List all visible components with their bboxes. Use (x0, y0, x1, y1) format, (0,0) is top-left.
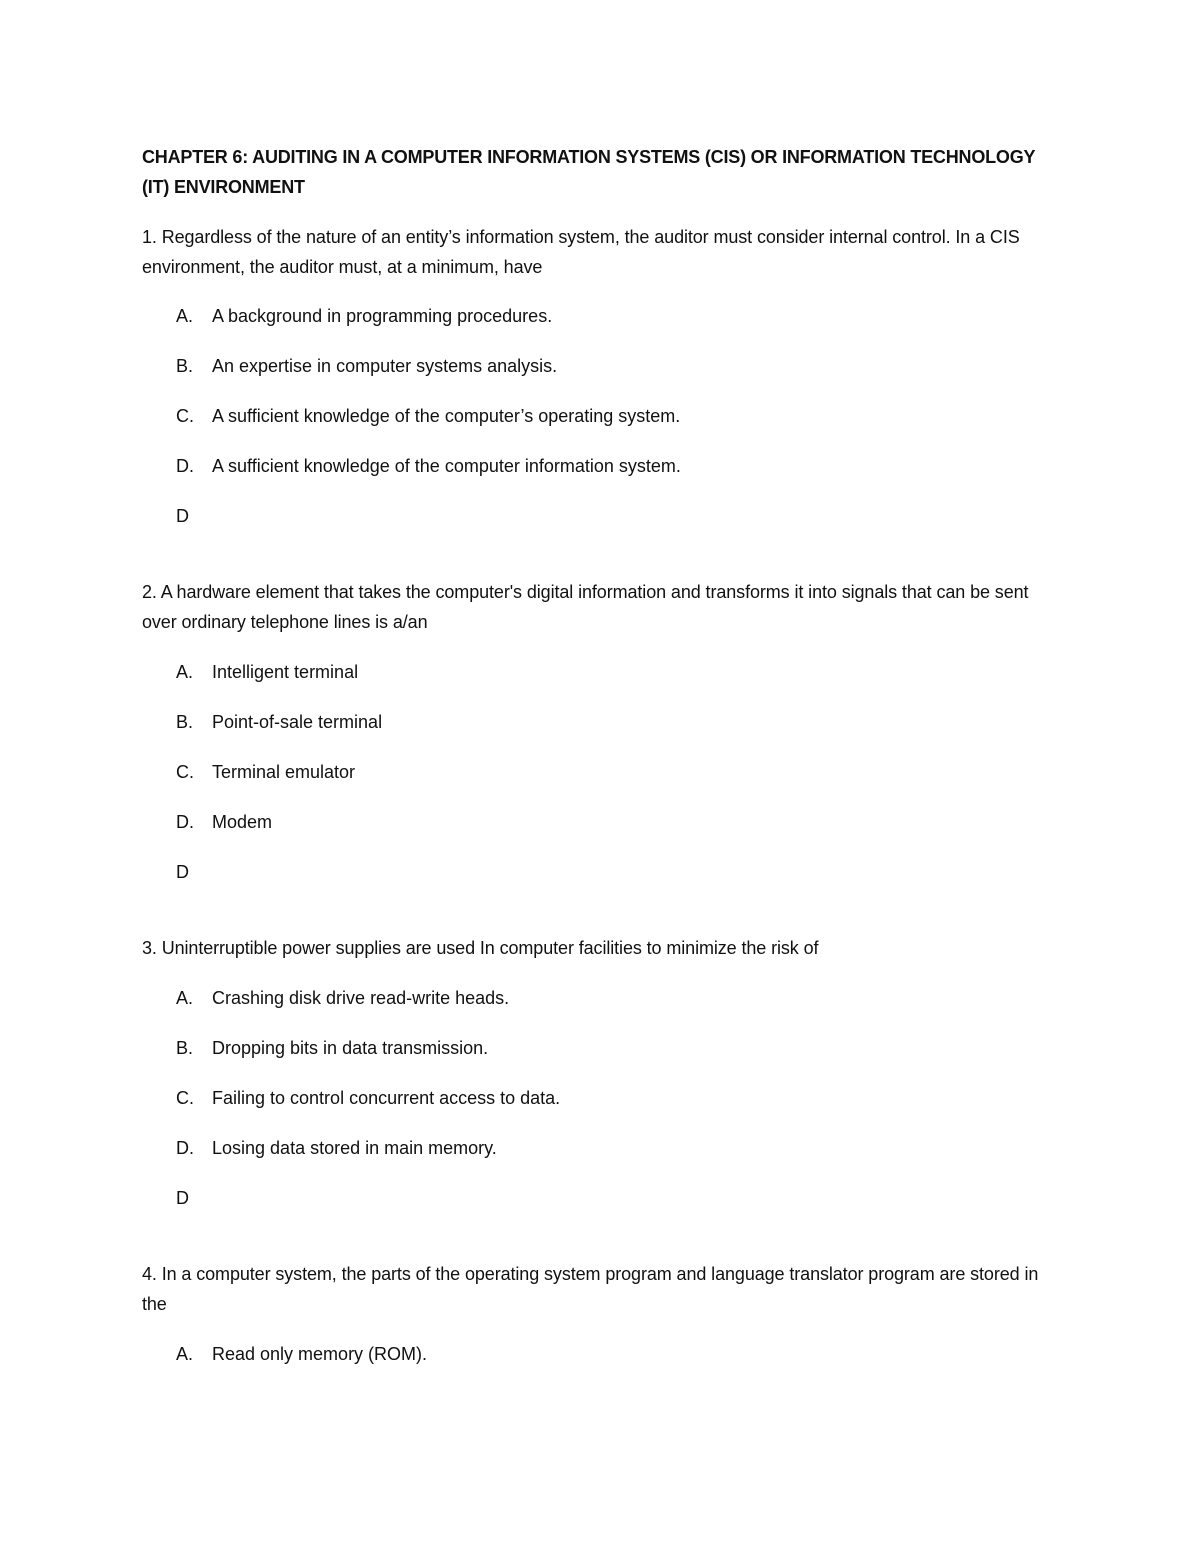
question-3-option-b (176, 1033, 1056, 1063)
question-3-option-d (176, 1133, 1056, 1163)
option-letter: A. (176, 1344, 194, 1364)
option-letter: D. (176, 456, 194, 476)
question-3-text: 3. Uninterruptible power supplies are used In computer facilities to minimize the risk of (142, 938, 819, 958)
question-2-option-c (176, 757, 1056, 787)
question-1-answer: D (176, 506, 189, 526)
option-letter: B. (176, 356, 194, 376)
option-text: An expertise in computer systems analysis. (212, 356, 558, 376)
question-2-option-d (176, 807, 1056, 837)
chapter-title: CHAPTER 6: AUDITING IN A COMPUTER INFORMATION SYSTEMS (CIS) OR INFORMATION TECHNOLOGY (IT) ENVIRONMENT (142, 147, 1035, 197)
question-4-option-a (176, 1339, 1056, 1369)
question-1-option-d (176, 451, 1056, 481)
option-letter: A. (176, 988, 194, 1008)
option-text: Modem (212, 812, 273, 832)
question-1-option-c (176, 401, 1056, 431)
option-letter: A. (176, 306, 194, 326)
option-text: Terminal emulator (212, 762, 356, 782)
option-text: Read only memory (ROM). (212, 1344, 428, 1364)
option-text: A sufficient knowledge of the computer information system. (212, 456, 681, 476)
option-letter: C. (176, 406, 194, 426)
option-text: Point-of-sale terminal (212, 712, 383, 732)
option-text: Failing to control concurrent access to data. (212, 1088, 561, 1108)
option-letter: B. (176, 712, 194, 732)
option-text: A sufficient knowledge of the computer’s operating system. (212, 406, 681, 426)
option-letter: B. (176, 1038, 194, 1058)
option-text: Intelligent terminal (212, 662, 359, 682)
question-1-option-b (176, 351, 1056, 381)
option-letter: D. (176, 812, 194, 832)
option-letter: D. (176, 1138, 194, 1158)
option-letter: C. (176, 1088, 194, 1108)
option-text: Dropping bits in data transmission. (212, 1038, 489, 1058)
question-4-text: 4. In a computer system, the parts of the operating system program and language translator program are stored in the (142, 1264, 1039, 1314)
option-text: Crashing disk drive read-write heads. (212, 988, 510, 1008)
question-2-text: 2. A hardware element that takes the computer's digital information and transforms it into signals that can be sent over ordinary telephone lines is a/an (142, 582, 1029, 632)
question-3-option-a (176, 983, 1056, 1013)
question-2-answer: D (176, 862, 189, 882)
question-3-answer: D (176, 1188, 189, 1208)
option-letter: C. (176, 762, 194, 782)
option-letter: A. (176, 662, 194, 682)
question-1-option-a (176, 301, 1056, 331)
option-text: A background in programming procedures. (212, 306, 553, 326)
option-text: Losing data stored in main memory. (212, 1138, 497, 1158)
question-2-option-a (176, 657, 1056, 687)
question-2-option-b (176, 707, 1056, 737)
question-3-option-c (176, 1083, 1056, 1113)
question-1-text: 1. Regardless of the nature of an entity’s information system, the auditor must consider internal control. In a CIS environment, the auditor must, at a minimum, have (142, 227, 1020, 277)
